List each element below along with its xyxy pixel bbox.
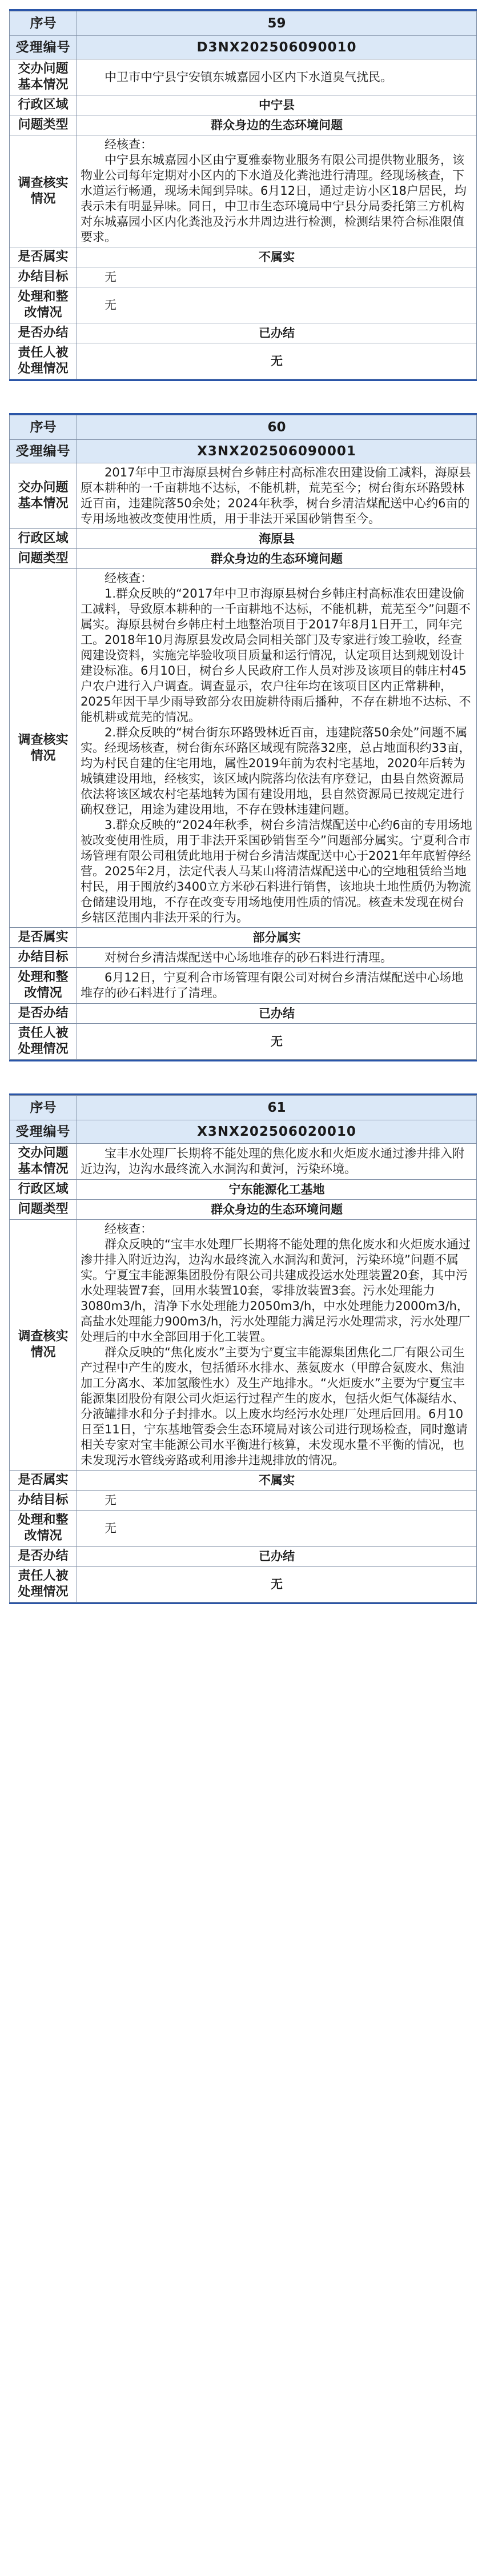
investigation-paragraph: 群众反映的“宝丰水处理厂长期将不能处理的焦化废水和火炬废水通过渗井排入附近边沟，边沟水最终流入水洞沟和黄河，污染环境”问题不属实。宁夏宝丰能源集团股份有限公司共建成投运水处理装置20套，其中污水处理装置7套，回用水装置10套，零排放装置3套。污水处理能力3080m3/h，清净下水处理能力2050m3/h，中水处理能力2000m3/h，高盐水处理能力900m3/h，污水处理能力满足污水处理需求，污水处理厂处理后的中水全部回用于化工装置。: [81, 1237, 471, 1344]
region-label: 行政区域: [10, 1180, 77, 1200]
accountable-label: 责任人被处理情况: [10, 1567, 77, 1603]
problem-label: 交办问题基本情况: [10, 59, 77, 95]
verified-value: 不属实: [77, 1471, 477, 1491]
code-label: 受理编号: [10, 1120, 77, 1144]
code-value: D3NX202506090010: [77, 36, 477, 59]
investigation-value: [77, 569, 477, 928]
region-value: 中宁县: [77, 95, 477, 115]
record-table: [9, 413, 477, 1061]
record-grid: [9, 415, 477, 1060]
seq-label: 序号: [10, 415, 77, 440]
handling-value: 无: [105, 1521, 117, 1535]
accountable-label: 责任人被处理情况: [10, 343, 77, 379]
region-label: 行政区域: [10, 529, 77, 549]
code-value: X3NX202506090001: [77, 440, 477, 463]
region-label: 行政区域: [10, 95, 77, 115]
problem-cell: [77, 1144, 477, 1180]
problem-cell: [77, 463, 477, 529]
seq-label: 序号: [10, 1096, 77, 1120]
seq-value: 61: [77, 1096, 477, 1120]
type-label: 问题类型: [10, 549, 77, 569]
investigation-label: 调查核实情况: [10, 1220, 77, 1471]
type-label: 问题类型: [10, 115, 77, 135]
accountable-label: 责任人被处理情况: [10, 1024, 77, 1060]
handling-cell: [77, 287, 477, 323]
problem-value: 中卫市中宁县宁安镇东城嘉园小区内下水道臭气扰民。: [105, 70, 392, 84]
problem-label: 交办问题基本情况: [10, 463, 77, 529]
type-value: 群众身边的生态环境问题: [77, 549, 477, 569]
investigation-paragraph: 中宁县东城嘉园小区由宁夏雅泰物业服务有限公司提供物业服务，该物业公司每年定期对小区内的下水道及化粪池进行清理。经现场核查，下水道运行畅通，现场未闻到异味。6月12日，通过走访小区18户居民，均表示未有明显异味。同日，中卫市生态环境局中宁县分局委托第三方机构对东城嘉园小区内化粪池及污水井周边进行检测，检测结果符合标准限值要求。: [81, 153, 467, 244]
goal-value: 无: [105, 270, 117, 284]
investigation-value: [77, 135, 477, 247]
verified-label: 是否属实: [10, 1471, 77, 1491]
problem-cell: [77, 59, 477, 95]
closed-label: 是否办结: [10, 1547, 77, 1567]
type-label: 问题类型: [10, 1200, 77, 1220]
region-value: 海原县: [77, 529, 477, 549]
code-label: 受理编号: [10, 36, 77, 59]
type-value: 群众身边的生态环境问题: [77, 1200, 477, 1220]
investigation-paragraph: 经核查：: [105, 571, 152, 585]
investigation-paragraph: 经核查：: [105, 138, 152, 151]
records-container: [9, 9, 477, 1636]
investigation-paragraph: 群众反映的“焦化废水”主要为宁夏宝丰能源集团焦化二厂有限公司生产过程中产生的废水，包括循环水排水、蒸氨废水（甲醇合氨废水、焦油加工分离水、苯加氢酸性水）及生产地排水。“火炬废水”主要为宁夏宝丰能源集团股份有限公司火炬运行过程产生的废水，包括火炬气体凝结水、分液罐排水和分子封排水。以上废水均经污水处理厂处理后回用。6月10日至11日，宁东基地管委会生态环境局对该公司进行现场检查，同时邀请相关专家对宝丰能源公司水平衡进行核算，未发现水量不平衡的情况，也未发现污水管线旁路或利用渗井违规排放的情况。: [81, 1345, 468, 1467]
accountable-value: 无: [77, 343, 477, 379]
investigation-label: 调查核实情况: [10, 135, 77, 247]
closed-value: 已办结: [77, 1004, 477, 1024]
problem-value: 宝丰水处理厂长期将不能处理的焦化废水和火炬废水通过渗井排入附近边沟，边沟水最终流入水洞沟和黄河，污染环境。: [81, 1147, 464, 1176]
investigation-value: [77, 1220, 477, 1471]
record-table: [9, 1093, 477, 1604]
verified-label: 是否属实: [10, 928, 77, 948]
goal-cell: [77, 1491, 477, 1511]
seq-value: 60: [77, 415, 477, 440]
closed-value: 已办结: [77, 323, 477, 343]
goal-value: 无: [105, 1493, 117, 1507]
record-grid: [9, 11, 477, 379]
goal-label: 办结目标: [10, 267, 77, 287]
region-value: 宁东能源化工基地: [77, 1180, 477, 1200]
goal-value: 对树台乡清洁煤配送中心场地堆存的砂石料进行清理。: [105, 950, 392, 964]
record-grid: [9, 1095, 477, 1603]
accountable-value: 无: [77, 1567, 477, 1603]
handling-cell: [77, 968, 477, 1004]
verified-label: 是否属实: [10, 247, 77, 267]
handling-value: 无: [105, 298, 117, 312]
code-value: X3NX202506020010: [77, 1120, 477, 1144]
verified-value: 部分属实: [77, 928, 477, 948]
problem-label: 交办问题基本情况: [10, 1144, 77, 1180]
investigation-paragraph: 1.群众反映的“2017年中卫市海原县树台乡韩庄村高标准农田建设偷工减料，导致原本耕种的一千亩耕地不达标，不能机耕，荒芜至今”问题不属实。海原县树台乡韩庄村土地整治项目于2017年8月1日开工，同年完工。2018年10月海原县发改局会同相关部门及专家进行竣工验收，经查阅建设资料，实施完毕验收项目质量和运行情况，认定项目达到规划设计建设标准。6月10日，树台乡人民政府工作人员对涉及该项目的韩庄村45户农户进行入户调查。调查显示，农户往年均在该项目区内正常耕种，2025年因干旱少雨导致部分农田旋耕待雨后播种，不存在耕地不达标、不能机耕或荒芜的情况。: [81, 587, 471, 724]
closed-label: 是否办结: [10, 323, 77, 343]
goal-label: 办结目标: [10, 1491, 77, 1511]
investigation-paragraph: 3.群众反映的“2024年秋季，树台乡清洁煤配送中心约6亩的专用场地被改变使用性质，用于非法开采国砂销售至今”问题部分属实。宁夏利合市场管理有限公司租赁此地用于树台乡清洁煤配送中心于2021年年底暂停经营。2025年2月，法定代表人马某山将清洁煤配送中心的空地租赁给当地村民，用于囤放约3400立方米砂石料进行销售，该地块土地性质仍为物流仓储建设用地，不存在改变专用场地使用性质的情况。核查未发现在树台乡辖区范围内非法开采的行为。: [81, 818, 472, 924]
type-value: 群众身边的生态环境问题: [77, 115, 477, 135]
handling-cell: [77, 1511, 477, 1547]
accountable-value: 无: [77, 1024, 477, 1060]
handling-label: 处理和整改情况: [10, 1511, 77, 1547]
handling-label: 处理和整改情况: [10, 968, 77, 1004]
verified-value: 不属实: [77, 247, 477, 267]
goal-label: 办结目标: [10, 948, 77, 968]
code-label: 受理编号: [10, 440, 77, 463]
handling-label: 处理和整改情况: [10, 287, 77, 323]
goal-cell: [77, 948, 477, 968]
seq-label: 序号: [10, 11, 77, 36]
investigation-paragraph: 经核查：: [105, 1222, 152, 1236]
record-table: [9, 9, 477, 381]
goal-cell: [77, 267, 477, 287]
investigation-label: 调查核实情况: [10, 569, 77, 928]
closed-label: 是否办结: [10, 1004, 77, 1024]
closed-value: 已办结: [77, 1547, 477, 1567]
handling-value: 6月12日，宁夏利合市场管理有限公司对树台乡清洁煤配送中心场地堆存的砂石料进行了清理。: [81, 971, 464, 1000]
problem-value: 2017年中卫市海原县树台乡韩庄村高标准农田建设偷工减料，海原县原本耕种的一千亩耕地不达标，不能机耕，荒芜至今；树台街东环路毁林近百亩，违建院落50余处；2024年秋季，树台乡清洁煤配送中心约6亩的专用场地被改变使用性质，用于非法开采国砂销售至今。: [81, 466, 471, 526]
seq-value: 59: [77, 11, 477, 36]
investigation-paragraph: 2.群众反映的“树台街东环路毁林近百亩，违建院落50余处”问题不属实。经现场核查，树台街东环路区域现有院落32座，总占地面积约33亩，均为村民自建的住宅用地，属性2019年前为农村宅基地，2020年后转为城镇建设用地，经核实，该区域内院落均依法有序登记，由县自然资源局依法将该区域农村宅基地转为国有建设用地，县自然资源局已按规定进行确权登记，用途为建设用地，不存在毁林违建问题。: [81, 726, 471, 816]
